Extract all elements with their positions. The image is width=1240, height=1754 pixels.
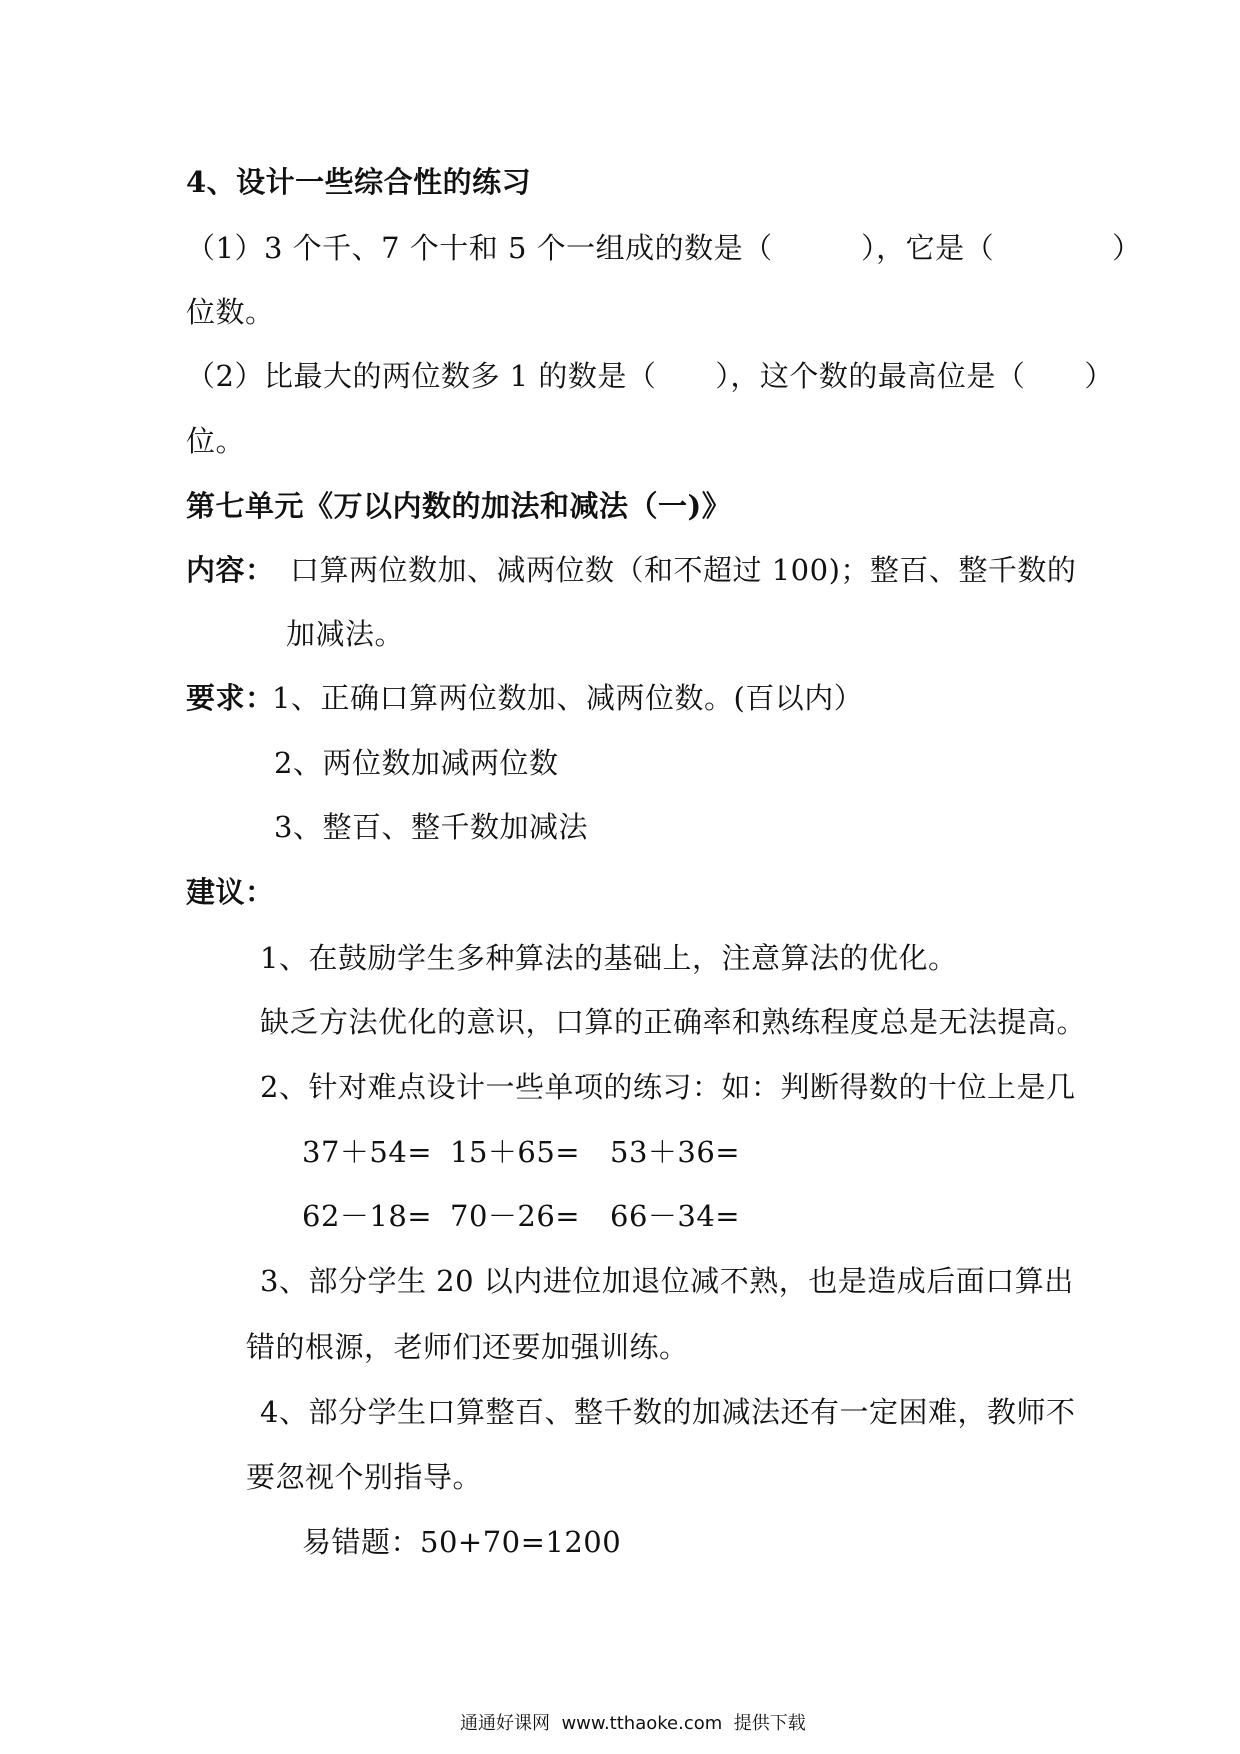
unit7-title: 第七单元《万以内数的加法和减法（一)》	[186, 489, 732, 523]
requirement-1: 1、正确口算两位数加、减两位数。(百以内）	[272, 681, 864, 715]
suggestion4-line1: 4、部分学生口算整百、整千数的加减法还有一定困难，教师不	[260, 1395, 1076, 1429]
question1-line1: （1）3 个千、7 个十和 5 个一组成的数是（ ），它是（ ）	[186, 231, 1142, 265]
requirements-label: 要求：	[186, 681, 275, 715]
exercise-item: 15＋65=	[450, 1135, 581, 1169]
exercise-item: 66－34=	[610, 1199, 741, 1233]
suggestion4-line2: 要忽视个别指导。	[246, 1460, 483, 1494]
exercise-item: 53＋36=	[610, 1135, 741, 1169]
suggestion2-line1: 2、针对难点设计一些单项的练习：如：判断得数的十位上是几	[260, 1070, 1076, 1104]
suggestions-label: 建议：	[186, 875, 275, 909]
content-line1: 口算两位数加、减两位数（和不超过 100)；整百、整千数的	[290, 553, 1077, 587]
requirement-3: 3、整百、整千数加减法	[274, 810, 588, 844]
suggestion1-line1: 1、在鼓励学生多种算法的基础上，注意算法的优化。	[260, 941, 958, 975]
question2-line1: （2）比最大的两位数多 1 的数是（ ），这个数的最高位是（ ）	[186, 359, 1114, 393]
footer-credit: 通通好课网 www.tthaoke.com 提供下载	[460, 1713, 806, 1734]
question1-line2: 位数。	[186, 295, 275, 329]
exercise-item: 37＋54=	[302, 1135, 433, 1169]
question2-line2: 位。	[186, 424, 246, 458]
suggestion1-line2: 缺乏方法优化的意识，口算的正确率和熟练程度总是无法提高。	[260, 1005, 1087, 1039]
content-line2: 加减法。	[286, 617, 405, 651]
exercise-item: 62－18=	[302, 1199, 433, 1233]
suggestion3-line2: 错的根源，老师们还要加强训练。	[246, 1330, 689, 1364]
exercise-item: 70－26=	[450, 1199, 581, 1233]
requirement-2: 2、两位数加减两位数	[274, 746, 559, 780]
section4-heading: 4、设计一些综合性的练习	[186, 165, 532, 199]
error-example: 易错题：50+70=1200	[302, 1525, 622, 1559]
suggestion3-line1: 3、部分学生 20 以内进位加退位减不熟，也是造成后面口算出	[260, 1264, 1074, 1298]
content-label: 内容：	[186, 553, 275, 587]
